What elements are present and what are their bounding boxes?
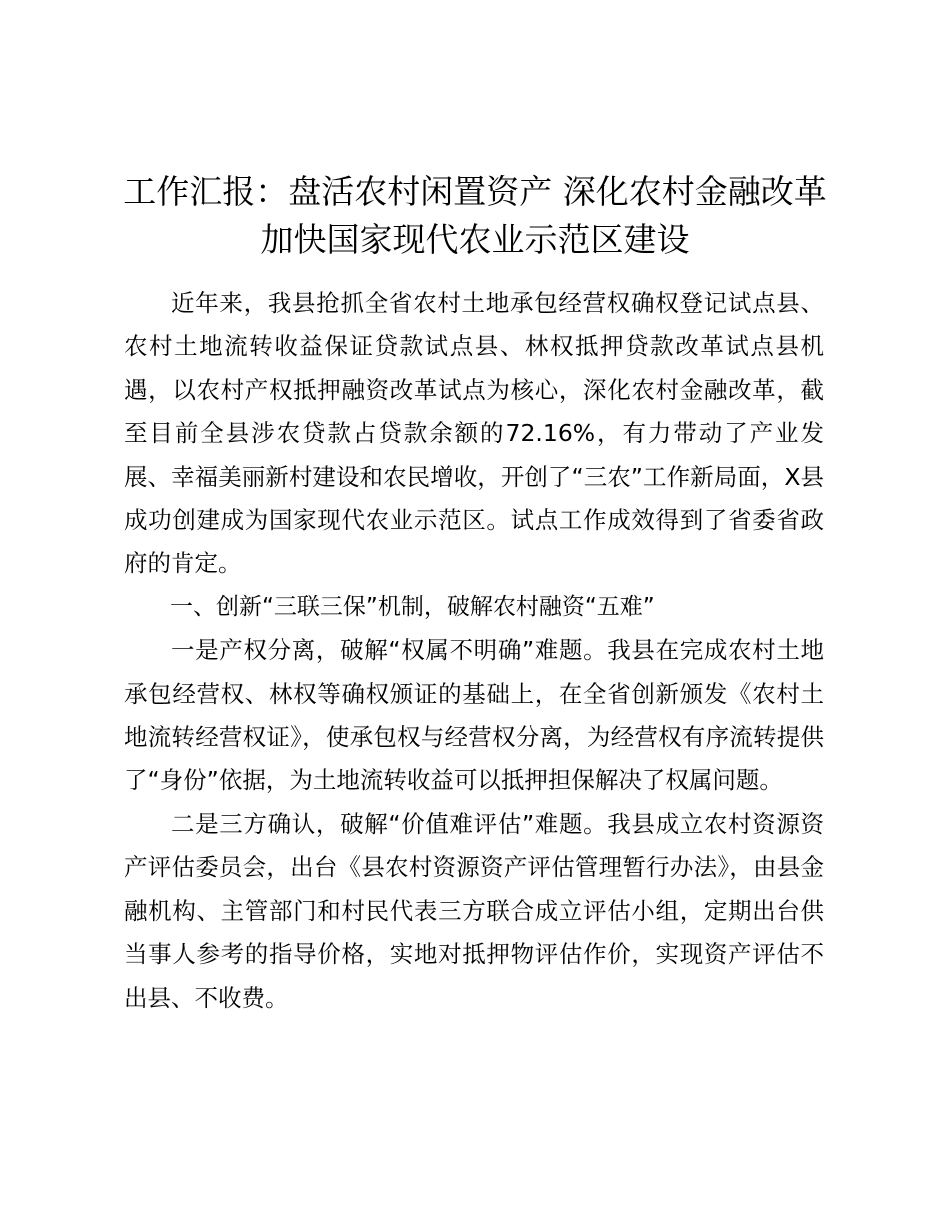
document-title: 工作汇报：盘活农村闲置资产 深化农村金融改革加快国家现代农业示范区建设 bbox=[123, 172, 827, 259]
document-body bbox=[124, 282, 824, 1020]
section-paragraph-1: 一是产权分离，破解“权属不明确”难题。我县在完成农村土地承包经营权、林权等确权颁证的基础上，在全省创新颁发《农村土地流转经营权证》，使承包权与经营权分离，为经营权有序流转提供了“身份”依据，为土地流转收益可以抵押担保解决了权属问题。 bbox=[124, 636, 824, 795]
intro-paragraph: 近年来，我县抢抓全省农村土地承包经营权确权登记试点县、农村土地流转收益保证贷款试点县、林权抵押贷款改革试点县机遇，以农村产权抵押融资改革试点为核心，深化农村金融改革，截至目前全县涉农贷款占贷款余额的72.16%，有力带动了产业发展、幸福美丽新村建设和农民增收，开创了“三农”工作新局面，X县成功创建成为国家现代农业示范区。试点工作成效得到了省委省政府的肯定。 bbox=[124, 289, 824, 578]
section-paragraph-2: 二是三方确认，破解“价值难评估”难题。我县成立农村资源资产评估委员会，出台《县农村资源资产评估管理暂行办法》，由县金融机构、主管部门和村民代表三方联合成立评估小组，定期出台供当事人参考的指导价格，实地对抵押物评估作价，实现资产评估不出县、不收费。 bbox=[124, 809, 824, 1012]
section-heading: 一、创新“三联三保”机制，破解农村融资“五难” bbox=[170, 593, 655, 620]
